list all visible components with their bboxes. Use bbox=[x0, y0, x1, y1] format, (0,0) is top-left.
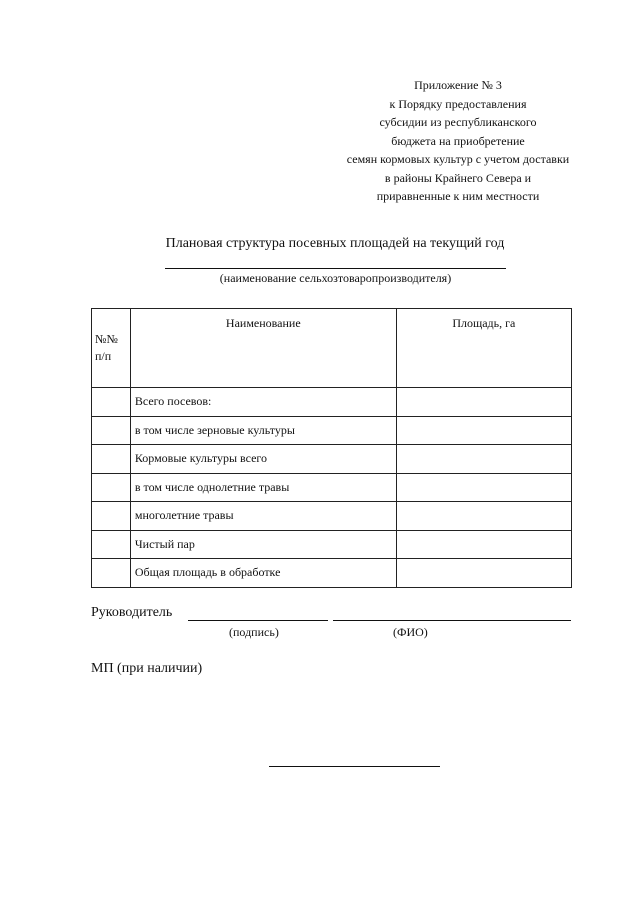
row-area-cell[interactable] bbox=[396, 388, 571, 417]
table-row bbox=[92, 416, 572, 445]
row-area-cell[interactable] bbox=[396, 416, 571, 445]
header-name-cell: Наименование bbox=[130, 309, 396, 388]
row-num-cell[interactable] bbox=[92, 473, 131, 502]
row-area-cell[interactable] bbox=[396, 445, 571, 474]
table-row bbox=[92, 559, 572, 588]
table-row bbox=[92, 502, 572, 531]
producer-name-line bbox=[165, 268, 506, 269]
row-name-cell: Всего посевов: bbox=[130, 388, 396, 417]
row-num-cell[interactable] bbox=[92, 416, 131, 445]
stamp-label: МП (при наличии) bbox=[91, 661, 203, 676]
appendix-header bbox=[320, 76, 596, 206]
appendix-line: семян кормовых культур с учетом доставки bbox=[346, 152, 570, 166]
row-name-cell: многолетние травы bbox=[130, 502, 396, 531]
row-area-cell[interactable] bbox=[396, 473, 571, 502]
appendix-line: субсидии из республиканского bbox=[379, 115, 537, 129]
signature-line[interactable] bbox=[188, 620, 328, 621]
head-label: Руководитель bbox=[91, 605, 173, 620]
appendix-line: Приложение № 3 bbox=[414, 78, 502, 92]
table-header-row bbox=[92, 309, 572, 388]
signature-caption: (подпись) bbox=[229, 625, 279, 639]
bottom-divider bbox=[269, 766, 440, 767]
row-num-cell[interactable] bbox=[92, 502, 131, 531]
row-name-cell: Чистый пар bbox=[130, 530, 396, 559]
row-name-cell: в том числе однолетние травы bbox=[130, 473, 396, 502]
header-num-cell bbox=[92, 309, 131, 388]
table-row bbox=[92, 388, 572, 417]
row-num-cell[interactable] bbox=[92, 530, 131, 559]
appendix-line: бюджета на приобретение bbox=[391, 133, 525, 148]
row-area-cell[interactable] bbox=[396, 559, 571, 588]
fio-caption: (ФИО) bbox=[393, 625, 428, 639]
producer-caption: (наименование сельхозтоваропроизводителя) bbox=[219, 271, 452, 285]
appendix-line: к Порядку предоставления bbox=[389, 96, 527, 111]
table-row bbox=[92, 530, 572, 559]
crop-area-table bbox=[91, 308, 572, 588]
header-num-line2: п/п bbox=[95, 349, 112, 363]
appendix-line: в районы Крайнего Севера и bbox=[384, 170, 532, 185]
row-num-cell[interactable] bbox=[92, 559, 131, 588]
row-area-cell[interactable] bbox=[396, 502, 571, 531]
row-name-cell: Кормовые культуры всего bbox=[130, 445, 396, 474]
header-area-cell: Площадь, га bbox=[396, 309, 571, 388]
document-title: Плановая структура посевных площадей на текущий год bbox=[165, 236, 505, 251]
header-num-line1: №№ bbox=[95, 332, 118, 346]
row-name-cell: в том числе зерновые культуры bbox=[130, 416, 396, 445]
row-name-cell: Общая площадь в обработке bbox=[130, 559, 396, 588]
row-num-cell[interactable] bbox=[92, 445, 131, 474]
row-num-cell[interactable] bbox=[92, 388, 131, 417]
fio-line[interactable] bbox=[333, 620, 571, 621]
table-row bbox=[92, 473, 572, 502]
row-area-cell[interactable] bbox=[396, 530, 571, 559]
appendix-line: приравненные к ним местности bbox=[376, 189, 540, 203]
table-row bbox=[92, 445, 572, 474]
